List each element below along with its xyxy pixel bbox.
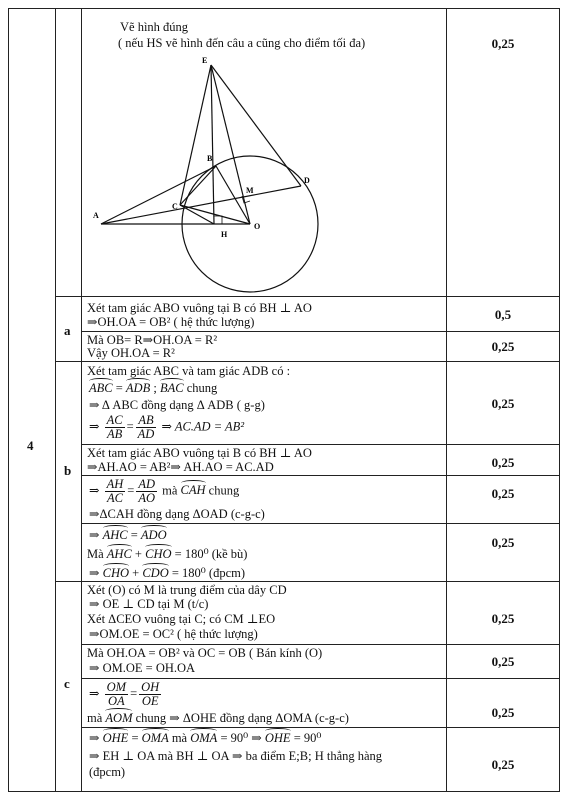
statement: = 180⁰ (đpcm) bbox=[171, 566, 246, 580]
fraction-ah-ac bbox=[105, 478, 126, 505]
connector: mà bbox=[171, 731, 188, 745]
segment-ad bbox=[101, 186, 301, 224]
fraction-ab-ad bbox=[136, 414, 157, 441]
label-b: B bbox=[207, 154, 213, 163]
part-b-r2-line2: ⇒AH.AO = AB²⇒ AH.AO = AC.AD bbox=[87, 460, 274, 474]
part-c-r4-score: 0,25 bbox=[491, 757, 515, 772]
part-b-label: b bbox=[64, 463, 72, 478]
implies: ⇒ bbox=[89, 419, 100, 434]
connector: mà bbox=[87, 711, 103, 725]
part-c-r4-line1: ⇒ OHE = OMA mà OMA = 90⁰ ⇒ OHE = 90⁰ bbox=[89, 731, 322, 745]
label-d: D bbox=[304, 176, 310, 185]
label-o: O bbox=[254, 222, 261, 231]
angle-adb: ADB bbox=[125, 381, 151, 395]
segment-ch bbox=[180, 205, 214, 224]
part-b-r1-line1: Xét tam giác ABC và tam giác ADB có : bbox=[87, 364, 291, 378]
part-c-r3-line2 bbox=[87, 711, 349, 726]
angle-oma: OMA bbox=[190, 731, 218, 745]
part-b-r1-line2 bbox=[89, 381, 217, 396]
statement: = 90⁰ ⇒ bbox=[220, 731, 262, 745]
implies: ⇒ bbox=[89, 528, 100, 542]
statement: chung ⇒ ΔOHE đồng dạng ΔOMA (c-g-c) bbox=[135, 711, 349, 725]
implies: ⇒ bbox=[89, 483, 100, 498]
part-b-r4-score: 0,25 bbox=[491, 535, 515, 550]
part-a-label: a bbox=[64, 323, 71, 338]
part-c-r2-line1: Mà OH.OA = OB² và OC = OB ( Bán kính (O) bbox=[87, 646, 323, 660]
angle-cdo: CDO bbox=[142, 566, 169, 580]
segment-co bbox=[180, 205, 250, 224]
fraction-ad-ao bbox=[136, 478, 157, 505]
implies: ⇒ bbox=[89, 566, 100, 580]
frac-den: OE bbox=[141, 694, 159, 708]
frac-num: AD bbox=[138, 477, 156, 491]
conclusion: ⇒ AC.AD = AB² bbox=[161, 419, 245, 434]
frac-den: AC bbox=[106, 491, 123, 505]
frac-num: OM bbox=[106, 680, 127, 694]
implies: ⇒ bbox=[89, 731, 100, 745]
part-c-label: c bbox=[64, 676, 70, 691]
angle-aom: AOM bbox=[105, 711, 133, 725]
segment-ed bbox=[211, 65, 301, 186]
statement: = 90⁰ bbox=[293, 731, 322, 745]
angle-bac: BAC bbox=[159, 381, 184, 395]
part-c-r2-score: 0,25 bbox=[491, 654, 515, 669]
angle-cho: CHO bbox=[102, 566, 130, 580]
angle-ahc: AHC bbox=[106, 547, 132, 561]
connector: mà bbox=[162, 483, 178, 498]
label-c: C bbox=[172, 202, 178, 211]
angle-cah: CAH bbox=[180, 483, 206, 498]
figure-score: 0,25 bbox=[491, 36, 515, 51]
angle-oma: OMA bbox=[141, 731, 169, 745]
frac-num: OH bbox=[141, 680, 160, 694]
part-c-r4-line2: ⇒ EH ⊥ OA mà BH ⊥ OA ⇒ ba điểm E;B; H thẳng hàng bbox=[89, 749, 383, 763]
part-c-r1-line3: Xét ΔCEO vuông tại C; có CM ⊥EO bbox=[87, 612, 276, 626]
part-c-r4-line3: (đpcm) bbox=[89, 765, 126, 779]
statement: = 180⁰ (kề bù) bbox=[174, 547, 248, 561]
part-b-r2-line1: Xét tam giác ABO vuông tại B có BH ⊥ AO bbox=[87, 446, 312, 460]
part-b-r2-score: 0,25 bbox=[491, 455, 515, 470]
fraction-oh-oe bbox=[139, 681, 161, 708]
segment-bc bbox=[180, 166, 216, 205]
label-e: E bbox=[202, 56, 208, 65]
common-text: chung bbox=[183, 381, 218, 395]
part-a-r2-score: 0,25 bbox=[491, 339, 515, 354]
fraction-ac-ab bbox=[105, 414, 125, 441]
frac-num: AH bbox=[106, 477, 124, 491]
angle-ado: ADO bbox=[140, 528, 167, 542]
fraction-om-oa bbox=[105, 681, 128, 708]
angle-ohe: OHE bbox=[102, 731, 129, 745]
segment-eo bbox=[211, 65, 250, 224]
eq-sign: = bbox=[112, 381, 126, 395]
part-b-r3-line2: ⇒ΔCAH đồng dạng ΔOAD (c-g-c) bbox=[89, 507, 265, 521]
figure-note: ( nếu HS vẽ hình đến câu a cũng cho điểm tối đa) bbox=[118, 36, 366, 50]
part-b-r1-line4: ⇒ $\frac{AC}{AB}$ = $\frac{AB}{AD}$ ⇒ AC.AD = AB² bbox=[89, 413, 245, 441]
frac-num: AC bbox=[106, 413, 123, 427]
part-b-r1-line3: ⇒ Δ ABC đồng dạng Δ ADB ( g-g) bbox=[89, 398, 265, 412]
part-c-r3-line1: ⇒ $\frac{OM}{OA}$ = $\frac{OH}{OE}$ bbox=[89, 680, 160, 708]
frac-den: OA bbox=[108, 694, 125, 708]
part-a-r2-line2: Vậy OH.OA = R² bbox=[87, 346, 175, 360]
common-text: chung bbox=[208, 483, 240, 498]
part-b-r4-line1: ⇒ AHC = ADO bbox=[89, 528, 167, 542]
right-angle-h bbox=[214, 216, 222, 224]
segment-bo bbox=[216, 166, 250, 224]
part-b-r3-line1: ⇒ $\frac{AH}{AC}$ = $\frac{AD}{AO}$ mà CAH chung bbox=[89, 477, 240, 505]
part-c-r1-score: 0,25 bbox=[491, 611, 515, 626]
angle-cho: CHO bbox=[145, 547, 172, 561]
part-a-r1-score: 0,5 bbox=[494, 307, 512, 322]
connector: Mà bbox=[87, 547, 104, 561]
figure-title: Vẽ hình đúng bbox=[120, 20, 189, 34]
implies: ⇒ bbox=[89, 686, 100, 701]
part-a-r2-line1: Mà OB= R⇒OH.OA = R² bbox=[87, 333, 218, 347]
angle-abc: ABC bbox=[89, 381, 113, 395]
label-m: M bbox=[246, 186, 254, 195]
label-a: A bbox=[93, 211, 99, 220]
separator: ; bbox=[150, 381, 160, 395]
frac-den: AB bbox=[106, 427, 123, 441]
part-a-r1-line1: Xét tam giác ABO vuông tại B có BH ⊥ AO bbox=[87, 301, 312, 315]
part-b-r4-line2: Mà AHC + CHO = 180⁰ (kề bù) bbox=[87, 547, 248, 561]
frac-den: AD bbox=[137, 427, 155, 441]
part-c-r1-line2: ⇒ OE ⊥ CD tại M (t/c) bbox=[89, 597, 209, 611]
part-c-r3-score: 0,25 bbox=[491, 705, 515, 720]
part-b-r3-score: 0,25 bbox=[491, 486, 515, 501]
frac-num: AB bbox=[136, 414, 157, 428]
part-c-r1-line4: ⇒OM.OE = OC² ( hệ thức lượng) bbox=[89, 627, 258, 641]
segment-eh bbox=[211, 65, 214, 224]
angle-ahc: AHC bbox=[102, 528, 128, 542]
question-number: 4 bbox=[27, 438, 34, 453]
label-h: H bbox=[221, 230, 228, 239]
frac-den: AO bbox=[138, 491, 156, 505]
part-b-r1-score: 0,25 bbox=[491, 396, 515, 411]
angle-ohe: OHE bbox=[264, 731, 291, 745]
part-c-r1-line1: Xét (O) có M là trung điểm của dây CD bbox=[87, 583, 287, 597]
part-b-r4-line3: ⇒ CHO + CDO = 180⁰ (đpcm) bbox=[89, 566, 246, 580]
part-c-r2-line2: ⇒ OM.OE = OH.OA bbox=[89, 661, 196, 675]
part-a-r1-line2: ⇒OH.OA = OB² ( hệ thức lượng) bbox=[87, 315, 255, 329]
